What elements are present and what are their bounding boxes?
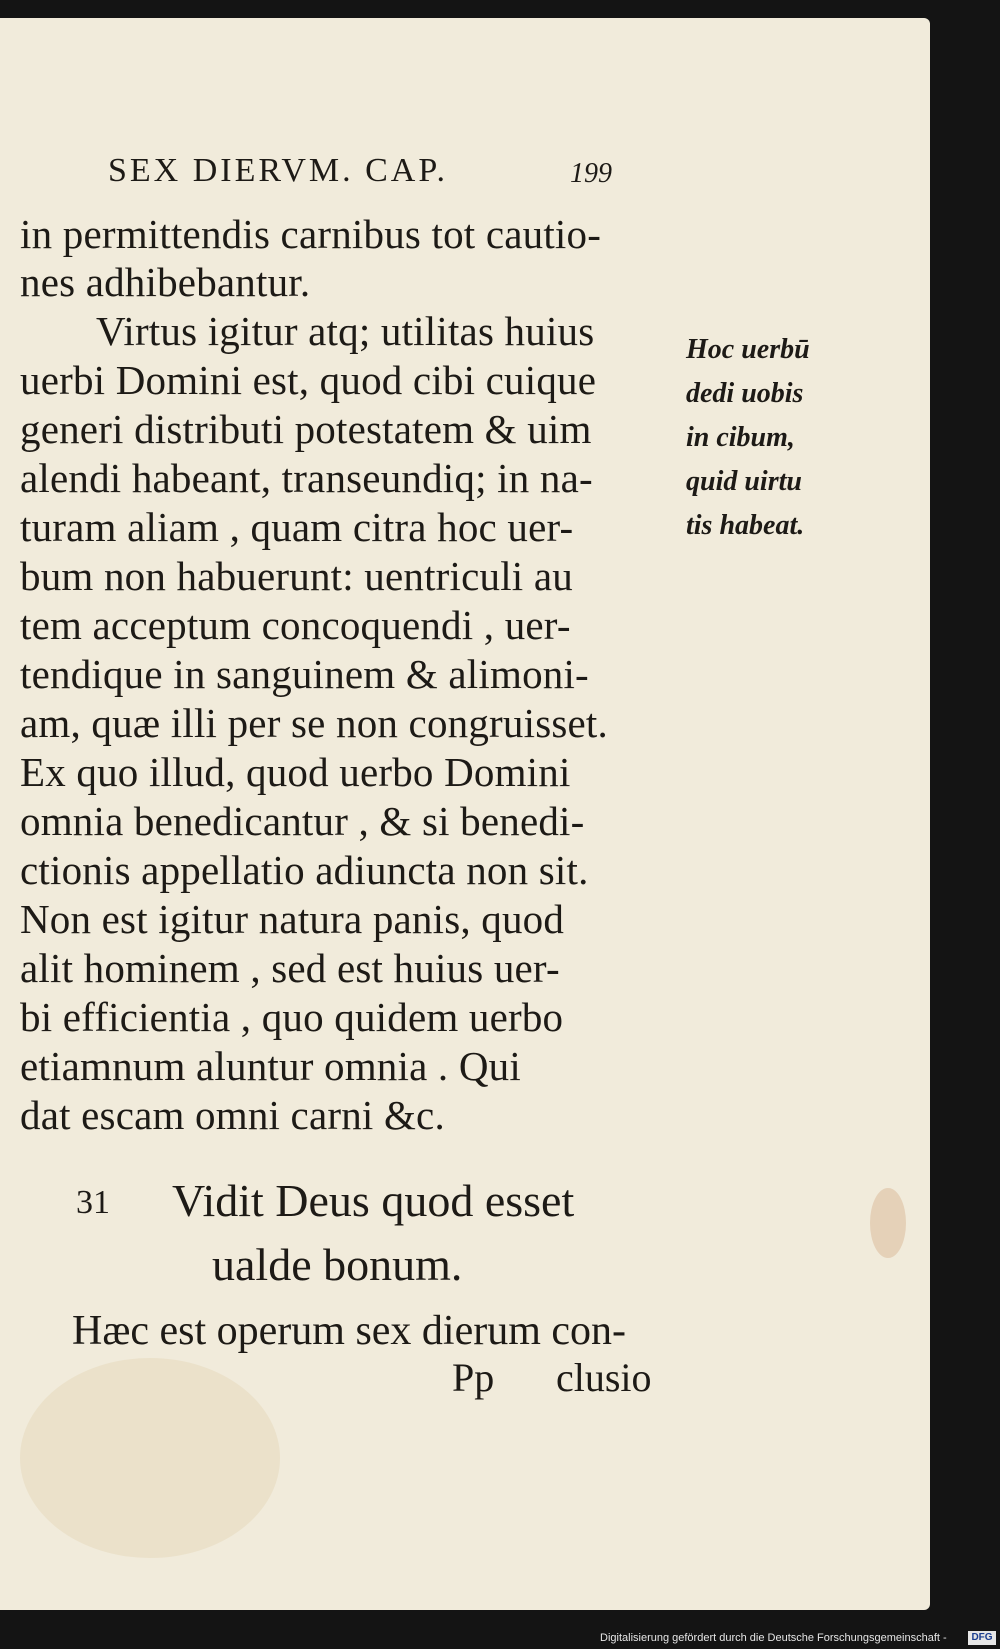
- body-line: alendi habeant, transeundiq; in na-: [20, 455, 593, 501]
- body-line: generi distributi potestatem & uim: [20, 406, 592, 452]
- catchword: clusio: [556, 1355, 652, 1400]
- body-line: bum non habuerunt: uentriculi au: [20, 553, 573, 599]
- margin-note-line: quid uirtu: [686, 466, 802, 497]
- body-line: am, quæ illi per se non congruisset.: [20, 700, 608, 746]
- margin-note-line: Hoc uerbū: [686, 334, 810, 365]
- running-head: SEX DIERVM. CAP.: [108, 152, 448, 189]
- book-page: [0, 18, 930, 1610]
- body-line: omnia benedicantur , & si benedi-: [20, 798, 585, 844]
- body-line: dat escam omni carni &c.: [20, 1092, 445, 1138]
- verse-line: ualde bonum.: [212, 1239, 463, 1290]
- body-line: ctionis appellatio adiuncta non sit.: [20, 847, 589, 893]
- body-line: tendique in sanguinem & alimoni-: [20, 651, 589, 697]
- verse-number: 31: [76, 1184, 110, 1221]
- body-line: nes adhibebantur.: [20, 259, 311, 305]
- verse-line: Vidit Deus quod esset: [172, 1175, 575, 1226]
- body-line: Virtus igitur atq; utilitas huius: [96, 308, 595, 354]
- body-line: Non est igitur natura panis, quod: [20, 896, 565, 942]
- folio-number: 199: [570, 158, 612, 189]
- page-stain: [20, 1358, 280, 1558]
- body-line: etiamnum aluntur omnia . Qui: [20, 1043, 521, 1089]
- page-stain-edge: [870, 1188, 906, 1258]
- body-line: in permittendis carnibus tot cautio-: [20, 211, 602, 257]
- signature-mark: Pp: [452, 1355, 495, 1400]
- margin-note-line: dedi uobis: [686, 378, 804, 409]
- dfg-logo-icon: DFG: [968, 1631, 996, 1645]
- body-line: tem acceptum concoquendi , uer-: [20, 602, 571, 648]
- body-line: Ex quo illud, quod uerbo Domini: [20, 749, 571, 795]
- margin-note-line: in cibum,: [686, 422, 795, 453]
- digitization-credit: Digitalisierung gefördert durch die Deutsche Forschungsgemeinschaft -: [600, 1632, 947, 1644]
- body-line: bi efficientia , quo quidem uerbo: [20, 994, 564, 1040]
- body-line: turam aliam , quam citra hoc uer-: [20, 504, 574, 550]
- margin-note-line: tis habeat.: [686, 510, 805, 541]
- next-section-line: Hæc est operum sex dierum con-: [72, 1308, 627, 1354]
- body-line: uerbi Domini est, quod cibi cuique: [20, 357, 597, 403]
- body-line: alit hominem , sed est huius uer-: [20, 945, 560, 991]
